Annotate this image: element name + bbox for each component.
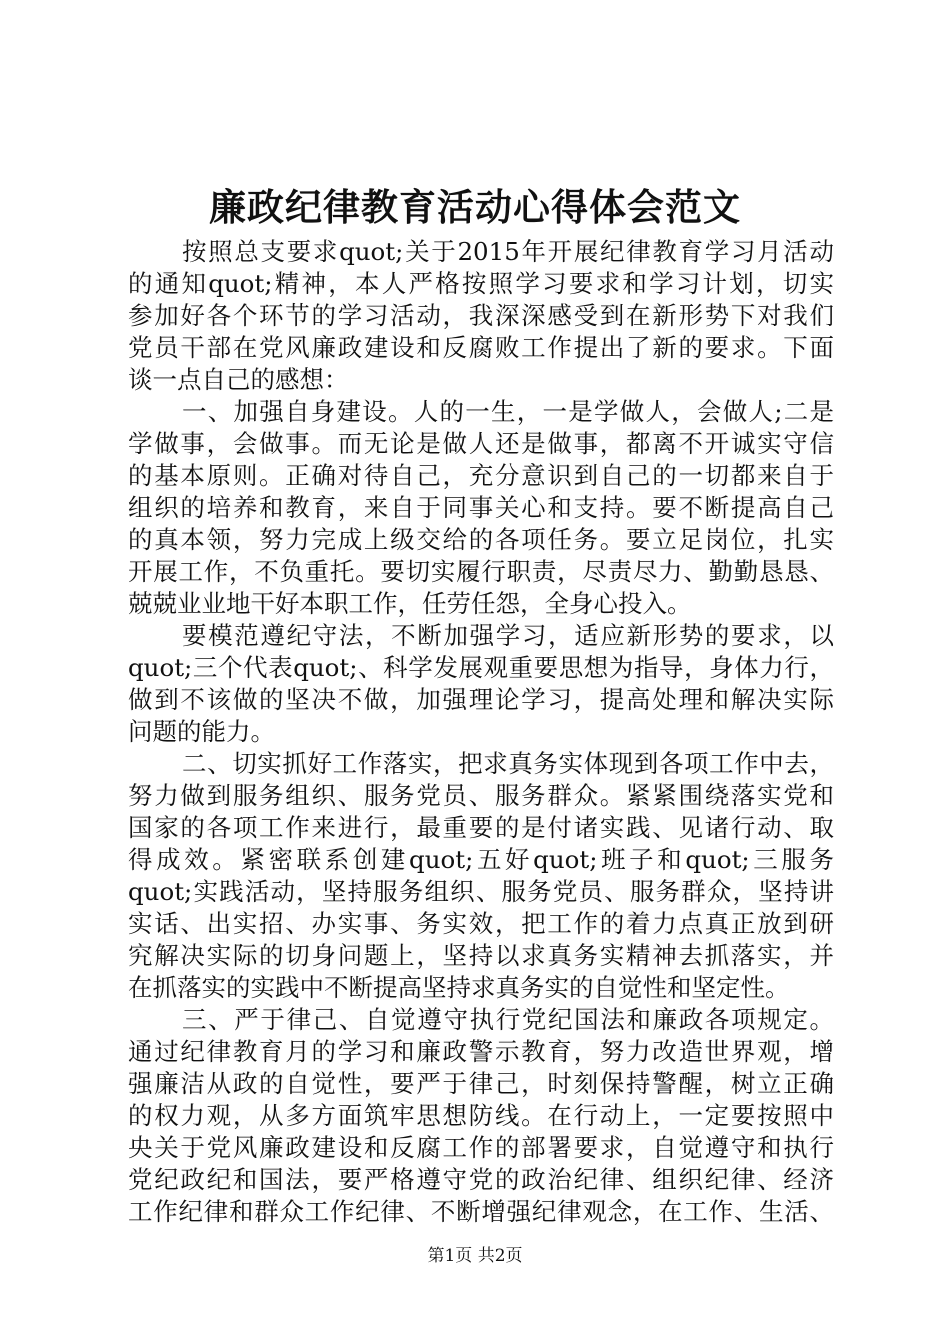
page-footer: 第1页 共2页 [427, 1246, 523, 1266]
text-line: 实话、出实招、办实事、务实效，把工作的着力点真正放到研 [128, 909, 834, 938]
text-line: 开展工作，不负重托。要切实履行职责，尽责尽力、勤勤恳恳、 [128, 557, 834, 586]
text-line: 谈一点自己的感想： [128, 365, 349, 394]
text-line: 参加好各个环节的学习活动，我深深感受到在新形势下对我们 [128, 301, 834, 330]
text-line: 二、切实抓好工作落实，把求真务实体现到各项工作中去， [182, 749, 834, 778]
document-body [128, 236, 834, 1228]
text-line: 国家的各项工作来进行，最重要的是付诸实践、见诸行动、取 [128, 813, 834, 842]
text-line: 做到不该做的坚决不做，加强理论学习，提高处理和解决实际 [128, 685, 834, 714]
text-line: 得成效。紧密联系创建quot;五好quot;班子和quot;三服务 [128, 845, 834, 874]
text-line: 央关于党风廉政建设和反腐工作的部署要求，自觉遵守和执行 [128, 1133, 834, 1162]
text-line: quot;三个代表quot;、科学发展观重要思想为指导，身体力行， [128, 653, 834, 682]
text-line: 在抓落实的实践中不断提高坚持求真务实的自觉性和坚定性。 [128, 973, 790, 1002]
document-title: 廉政纪律教育活动心得体会范文 [209, 185, 741, 229]
text-line: 要模范遵纪守法，不断加强学习，适应新形势的要求，以 [182, 621, 834, 650]
text-line: 三、严于律己、自觉遵守执行党纪国法和廉政各项规定。 [182, 1005, 834, 1034]
text-line: 强廉洁从政的自觉性，要严于律己，时刻保持警醒，树立正确 [128, 1069, 834, 1098]
text-line: 的权力观，从多方面筑牢思想防线。在行动上，一定要按照中 [128, 1101, 834, 1130]
text-line: 究解决实际的切身问题上，坚持以求真务实精神去抓落实，并 [128, 941, 834, 970]
text-line: quot;实践活动，坚持服务组织、服务党员、服务群众，坚持讲 [128, 877, 834, 906]
text-line: 努力做到服务组织、服务党员、服务群众。紧紧围绕落实党和 [128, 781, 834, 810]
text-line: 党纪政纪和国法，要严格遵守党的政治纪律、组织纪律、经济 [128, 1165, 834, 1194]
text-line: 问题的能力。 [128, 717, 275, 746]
text-line: 工作纪律和群众工作纪律、不断增强纪律观念，在工作、生活、 [128, 1197, 834, 1226]
text-line: 的通知quot;精神，本人严格按照学习要求和学习计划，切实 [128, 269, 834, 298]
text-line: 学做事，会做事。而无论是做人还是做事，都离不开诚实守信 [128, 429, 834, 458]
text-line: 一、加强自身建设。人的一生，一是学做人，会做人;二是 [182, 397, 834, 426]
text-line: 的真本领，努力完成上级交给的各项任务。要立足岗位，扎实 [128, 525, 834, 554]
text-line: 按照总支要求quot;关于2015年开展纪律教育学习月活动 [182, 237, 834, 266]
text-line: 党员干部在党风廉政建设和反腐败工作提出了新的要求。下面 [128, 333, 834, 362]
text-line: 组织的培养和教育，来自于同事关心和支持。要不断提高自己 [128, 493, 834, 522]
text-line: 的基本原则。正确对待自己，充分意识到自己的一切都来自于 [128, 461, 834, 490]
text-line: 兢兢业业地干好本职工作，任劳任怨，全身心投入。 [128, 589, 692, 618]
text-line: 通过纪律教育月的学习和廉政警示教育，努力改造世界观，增 [128, 1037, 834, 1066]
